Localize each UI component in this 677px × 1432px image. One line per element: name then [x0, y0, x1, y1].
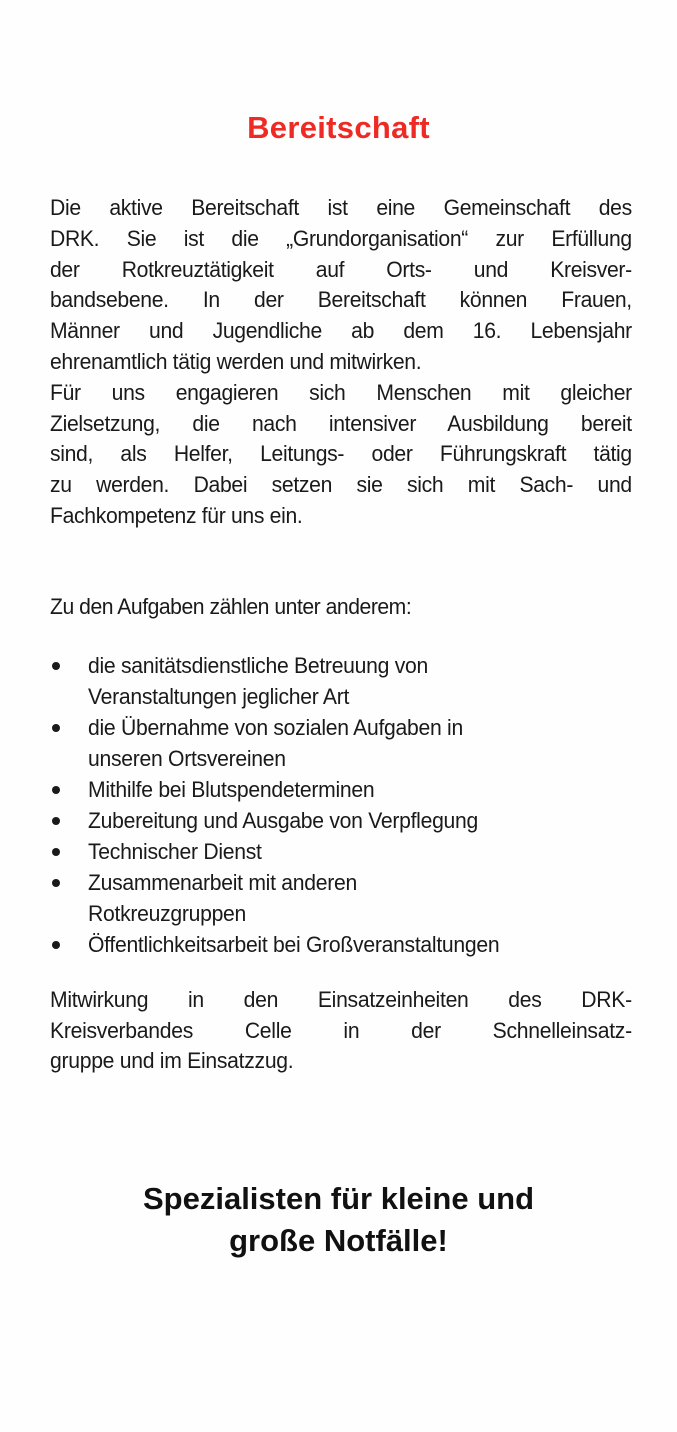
list-item-line: unseren Ortsvereinen: [88, 746, 286, 771]
slogan: [0, 1178, 677, 1262]
bullet-icon: [52, 848, 60, 856]
tasks-heading: Zu den Aufgaben zählen unter anderem:: [50, 594, 412, 619]
intro-line: sind, als Helfer, Leitungs- oder Führungskraft tätig: [50, 441, 632, 467]
closing-line: Mitwirkung in den Einsatzeinheiten des DRK-: [50, 987, 632, 1012]
list-item: [50, 929, 650, 960]
list-item-text: Zubereitung und Ausgabe von Verpflegung: [88, 808, 478, 833]
bullet-icon: [52, 724, 60, 732]
intro-line: Für uns engagieren sich Menschen mit gleicher: [50, 379, 632, 405]
list-item-text: Öffentlichkeitsarbeit bei Großveranstaltungen: [88, 932, 500, 957]
intro-line: ehrenamtlich tätig werden und mitwirken.: [50, 348, 422, 374]
intro-line: Fachkompetenz für uns ein.: [50, 502, 303, 528]
list-item: [50, 836, 650, 867]
list-item-line: die Übernahme von sozialen Aufgaben in: [88, 715, 463, 740]
list-item: [50, 650, 650, 712]
list-item-line: die sanitätsdienstliche Betreuung von: [88, 653, 428, 678]
list-item-text: [88, 650, 633, 712]
bullet-icon: [52, 879, 60, 887]
list-item: [50, 712, 650, 774]
bullet-icon: [52, 941, 60, 949]
task-list: [50, 650, 650, 960]
slogan-line: große Notfälle!: [229, 1223, 448, 1258]
list-item-text: [88, 712, 633, 774]
bullet-icon: [52, 662, 60, 670]
intro-line: der Rotkreuztätigkeit auf Orts- und Kreisver-: [50, 256, 632, 282]
intro-paragraph: [50, 193, 632, 532]
list-item-line: Zusammenarbeit mit anderen: [88, 870, 357, 895]
intro-line: Die aktive Bereitschaft ist eine Gemeinschaft des: [50, 195, 632, 220]
intro-line: DRK. Sie ist die „Grundorganisation“ zur Erfüllung: [50, 225, 632, 251]
list-item-text: Technischer Dienst: [88, 839, 262, 864]
bullet-icon: [52, 786, 60, 794]
intro-line: zu werden. Dabei setzen sie sich mit Sach- und: [50, 472, 632, 498]
list-item: [50, 805, 650, 836]
closing-line: Kreisverbandes Celle in der Schnelleinsatz-: [50, 1017, 632, 1043]
list-item-text: [88, 867, 633, 929]
closing-line: gruppe und im Einsatzzug.: [50, 1048, 294, 1073]
intro-line: Zielsetzung, die nach intensiver Ausbildung bereit: [50, 410, 632, 436]
list-item-line: Veranstaltungen jeglicher Art: [88, 684, 350, 709]
list-item-line: Rotkreuzgruppen: [88, 901, 247, 926]
intro-line: Männer und Jugendliche ab dem 16. Lebensjahr: [50, 318, 632, 344]
intro-line: bandsebene. In der Bereitschaft können Frauen,: [50, 287, 632, 313]
bullet-icon: [52, 817, 60, 825]
list-item: [50, 867, 650, 929]
page-title: Bereitschaft: [247, 110, 430, 145]
slogan-line: Spezialisten für kleine und: [142, 1181, 535, 1216]
list-item: [50, 774, 650, 805]
closing-paragraph: [50, 985, 632, 1077]
list-item-text: Mithilfe bei Blutspendeterminen: [88, 777, 375, 802]
